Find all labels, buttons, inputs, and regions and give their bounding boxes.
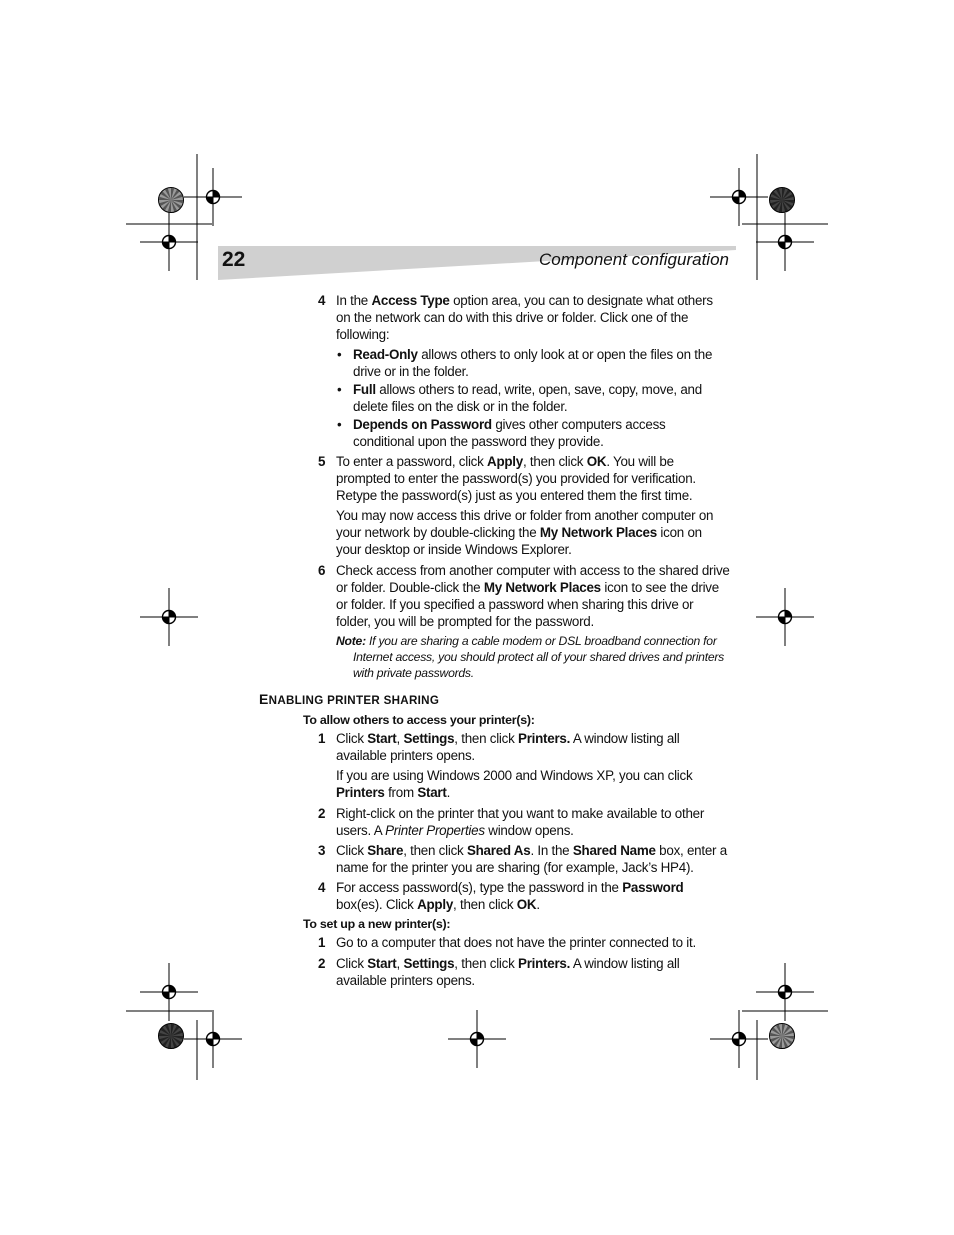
ui-term: Start (367, 731, 397, 746)
crosshair-icon (710, 1010, 768, 1068)
text-run: A window listing all available printers opens. (336, 731, 680, 763)
heading-rest: NABLING PRINTER SHARING (268, 694, 440, 707)
step-number: 5 (318, 454, 326, 469)
ui-term: My Network Places (539, 525, 657, 540)
step-number: 2 (318, 806, 326, 821)
starburst-icon (159, 188, 184, 213)
crosshair-icon (710, 168, 768, 226)
ui-term: Shared As (466, 843, 531, 858)
ui-term: Printers. (518, 731, 571, 746)
text-run: , then click (453, 897, 517, 912)
ui-term: Access Type (371, 293, 450, 308)
text-run: box, enter a name for the printer you are sharing (for example, Jack’s HP4). (336, 843, 727, 875)
sub-heading-new-printer: To set up a new printer(s): (303, 917, 451, 931)
ui-term: Full (353, 382, 376, 397)
step-number: 6 (318, 563, 326, 578)
step-number: 3 (318, 843, 326, 858)
crosshair-icon (756, 213, 814, 271)
ui-term: OK (586, 454, 607, 469)
ui-term: My Network Places (483, 580, 601, 595)
text-run: option area, you can to designate what others on the network can do with this drive or folder. Click one of the following: (336, 293, 713, 342)
text-run: , then click (522, 454, 587, 469)
text-run: , then click (454, 956, 519, 971)
crosshair-icon (184, 168, 242, 226)
ui-term: Apply (417, 897, 454, 912)
crosshair-icon (756, 588, 814, 646)
text-run: If you are sharing a cable modem or DSL broadband connection for (365, 634, 717, 648)
text-run: Click (336, 956, 368, 971)
page-number: 22 (222, 248, 246, 271)
text-run: . (536, 897, 540, 912)
step-number: 1 (318, 731, 326, 746)
ui-term: Settings (403, 731, 455, 746)
text-run: For access password(s), type the password in the (336, 880, 623, 895)
text-run: gives other computers access conditional upon the password they provide. (353, 417, 666, 449)
text-run: allows others to read, write, open, save, copy, move, and delete files on the disk or in the folder. (353, 382, 702, 414)
text-run: Right-click on the printer that you want to make available to other users. A (336, 806, 705, 838)
text-run: If you are using Windows 2000 and Windows XP, you can click (336, 768, 693, 783)
text-run: To enter a password, click (336, 454, 488, 469)
text-run: , (396, 956, 404, 971)
note-label: Note: (336, 634, 366, 648)
ui-term: Settings (403, 956, 455, 971)
ui-term: Start (367, 956, 397, 971)
ui-term: Printers (336, 785, 385, 800)
text-run: . (446, 785, 451, 800)
text-run: . You will be prompted to enter the password(s) you provided for verification. Retype the password(s) just as you entered them the first time. (336, 454, 696, 503)
step-number: 1 (318, 935, 326, 950)
ui-term: Printers. (518, 956, 571, 971)
text-run: In the (336, 293, 372, 308)
ui-term: Start (417, 785, 447, 800)
text-run: Check access from another computer with access to the shared drive or folder. Double-click the (336, 563, 730, 595)
window-name: Printer Properties (385, 823, 485, 838)
text-run: window opens. (484, 823, 574, 838)
crosshair-icon (140, 213, 198, 271)
starburst-icon (159, 1024, 184, 1049)
text-run: Click (336, 843, 368, 858)
note-body: Internet access, you should protect all of your shared drives and printers with private passwords. (353, 650, 725, 680)
text-run: icon on your desktop or inside Windows Explorer. (336, 525, 702, 557)
crosshair-icon (140, 588, 198, 646)
ui-term: Shared Name (572, 843, 656, 858)
bullet-dot: • (337, 347, 342, 362)
running-head: Component configuration (539, 250, 729, 269)
step-number: 4 (318, 293, 326, 308)
ui-term: Depends on Password (353, 417, 492, 432)
text-run: , then click (403, 843, 467, 858)
sub-heading-allow-access: To allow others to access your printer(s): (303, 713, 535, 727)
crosshair-icon (448, 1010, 506, 1068)
starburst-icon (770, 188, 795, 213)
text-run: . In the (530, 843, 573, 858)
ui-term: Share (367, 843, 404, 858)
text-run: A window listing all available printers opens. (336, 956, 680, 988)
starburst-icon (770, 1024, 795, 1049)
crosshair-icon (756, 963, 814, 1021)
text-run: from (384, 785, 418, 800)
text-run: , (396, 731, 404, 746)
crosshair-icon (184, 1010, 242, 1068)
crosshair-icon (140, 963, 198, 1021)
text-run: box(es). Click (336, 897, 418, 912)
bullet-dot: • (337, 417, 342, 432)
text-run: icon to see the drive or folder. If you specified a password when sharing this drive or folder, you will be prompted for the password. (336, 580, 719, 629)
text-run: allows others to only look at or open the files on the drive or in the folder. (353, 347, 713, 379)
text-run: , then click (454, 731, 519, 746)
ui-term: OK (516, 897, 537, 912)
ui-term: Password (622, 880, 684, 895)
bullet-dot: • (337, 382, 342, 397)
step-number: 4 (318, 880, 326, 895)
text-run: Click (336, 731, 368, 746)
step-number: 2 (318, 956, 326, 971)
ui-term: Apply (487, 454, 523, 469)
heading-initial: E (259, 691, 269, 707)
text-run: You may now access this drive or folder from another computer on your network by double-clicking the (336, 508, 714, 540)
text-run: Go to a computer that does not have the printer connected to it. (336, 935, 696, 950)
ui-term: Read-Only (353, 347, 418, 362)
